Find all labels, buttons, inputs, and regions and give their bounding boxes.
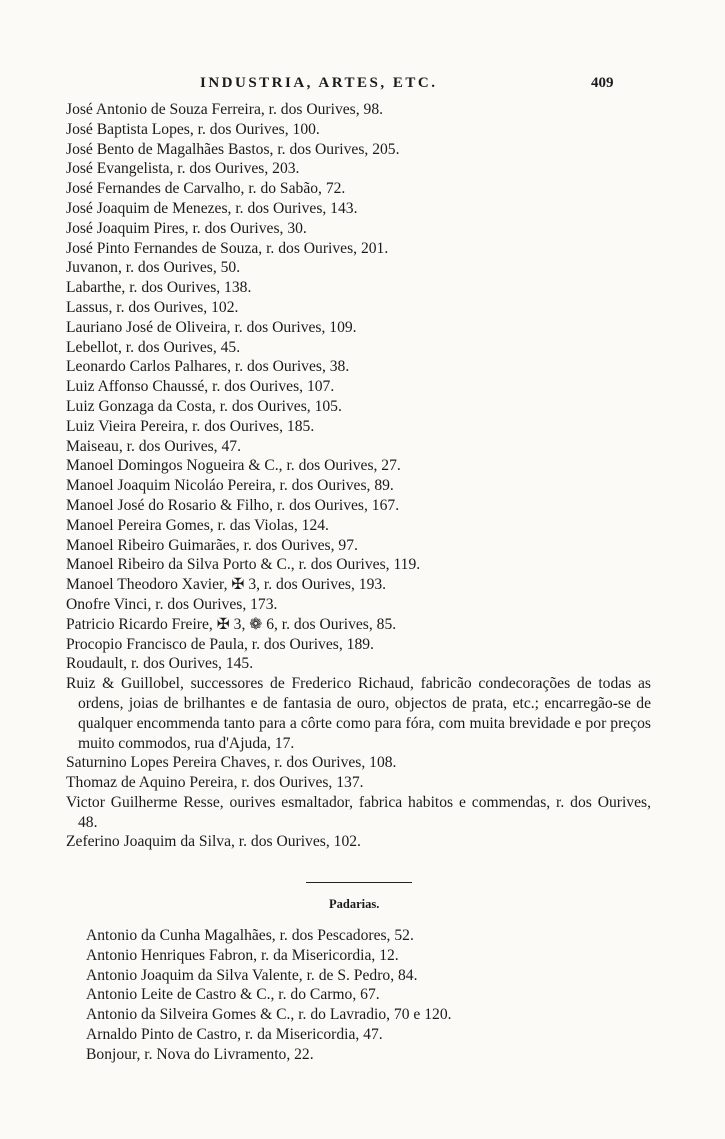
list-item: Antonio da Cunha Magalhães, r. dos Pescadores, 52.: [86, 927, 414, 944]
list-item: Luiz Affonso Chaussé, r. dos Ourives, 107.: [66, 378, 335, 396]
list-item: Manoel Ribeiro Guimarães, r. dos Ourives, 97.: [66, 536, 358, 554]
page-number: 409: [591, 75, 614, 91]
list-item: Antonio da Silveira Gomes & C., r. do Lavradio, 70 e 120.: [86, 1006, 452, 1024]
list-item: José Joaquim Pires, r. dos Ourives, 30.: [66, 219, 307, 237]
list-item: Leonardo Carlos Palhares, r. dos Ourives, 38.: [66, 358, 350, 376]
list-item: José Fernandes de Carvalho, r. do Sabão, 72.: [66, 180, 346, 198]
list-item: Antonio Leite de Castro & C., r. do Carmo, 67.: [86, 986, 380, 1004]
padarias-list: [86, 926, 651, 1065]
header-title: INDUSTRIA, ARTES, ETC.: [200, 75, 438, 91]
list-item: José Evangelista, r. dos Ourives, 203.: [66, 160, 300, 178]
list-item: José Joaquim de Menezes, r. dos Ourives, 143.: [66, 199, 358, 217]
list-item: Manoel Theodoro Xavier, ✠ 3, r. dos Ourives, 193.: [66, 576, 387, 594]
list-item: José Antonio de Souza Ferreira, r. dos Ourives, 98.: [66, 101, 384, 118]
ourives-list: [66, 100, 651, 852]
list-item: Antonio Joaquim da Silva Valente, r. de S. Pedro, 84.: [86, 966, 418, 984]
list-item: Ruiz & Guillobel, successores de Frederico Richaud, fabricão condecorações de todas as ordens, joias de brilhantes e de fantasia de ouro, objectos de prata, etc.; encarregão-se de qualquer encommenda tanto para a côrte como para fóra, com muita brevidade e por preços muito commodos, rua d'Ajuda, 17.: [66, 675, 651, 752]
list-item: José Bento de Magalhães Bastos, r. dos Ourives, 205.: [66, 140, 400, 158]
list-item: Maiseau, r. dos Ourives, 47.: [66, 437, 241, 455]
running-header: [0, 75, 725, 99]
list-item: Labarthe, r. dos Ourives, 138.: [66, 279, 252, 297]
list-item: Lauriano José de Oliveira, r. dos Ourives, 109.: [66, 318, 357, 336]
list-item: Antonio Henriques Fabron, r. da Misericordia, 12.: [86, 946, 399, 964]
list-item: Victor Guilherme Resse, ourives esmaltador, fabrica habitos e commendas, r. dos Ourives, 48.: [66, 793, 651, 831]
list-item: Onofre Vinci, r. dos Ourives, 173.: [66, 595, 278, 613]
section-divider: [306, 882, 412, 883]
list-item: Zeferino Joaquim da Silva, r. dos Ourives, 102.: [66, 833, 361, 851]
list-item: Lebellot, r. dos Ourives, 45.: [66, 338, 241, 356]
list-item: Luiz Vieira Pereira, r. dos Ourives, 185.: [66, 417, 315, 435]
list-item: Manoel Joaquim Nicoláo Pereira, r. dos Ourives, 89.: [66, 477, 394, 495]
padarias-title: Padarias.: [329, 897, 380, 911]
list-item: Procopio Francisco de Paula, r. dos Ourives, 189.: [66, 635, 374, 653]
list-item: Luiz Gonzaga da Costa, r. dos Ourives, 105.: [66, 397, 342, 415]
list-item: José Baptista Lopes, r. dos Ourives, 100.: [66, 120, 320, 138]
list-item: Manoel Ribeiro da Silva Porto & C., r. dos Ourives, 119.: [66, 556, 421, 574]
list-item: José Pinto Fernandes de Souza, r. dos Ourives, 201.: [66, 239, 389, 257]
list-item: Bonjour, r. Nova do Livramento, 22.: [86, 1045, 314, 1063]
list-item: Arnaldo Pinto de Castro, r. da Misericordia, 47.: [86, 1025, 383, 1043]
list-item: Patricio Ricardo Freire, ✠ 3, ❁ 6, r. dos Ourives, 85.: [66, 615, 397, 633]
list-item: Manoel Domingos Nogueira & C., r. dos Ourives, 27.: [66, 457, 401, 475]
list-item: Lassus, r. dos Ourives, 102.: [66, 298, 239, 316]
list-item: Roudault, r. dos Ourives, 145.: [66, 655, 254, 673]
list-item: Manoel Pereira Gomes, r. das Violas, 124.: [66, 516, 329, 534]
list-item: Saturnino Lopes Pereira Chaves, r. dos Ourives, 108.: [66, 754, 397, 772]
list-item: Thomaz de Aquino Pereira, r. dos Ourives, 137.: [66, 774, 364, 792]
list-item: Juvanon, r. dos Ourives, 50.: [66, 259, 241, 277]
list-item: Manoel José do Rosario & Filho, r. dos Ourives, 167.: [66, 496, 400, 514]
